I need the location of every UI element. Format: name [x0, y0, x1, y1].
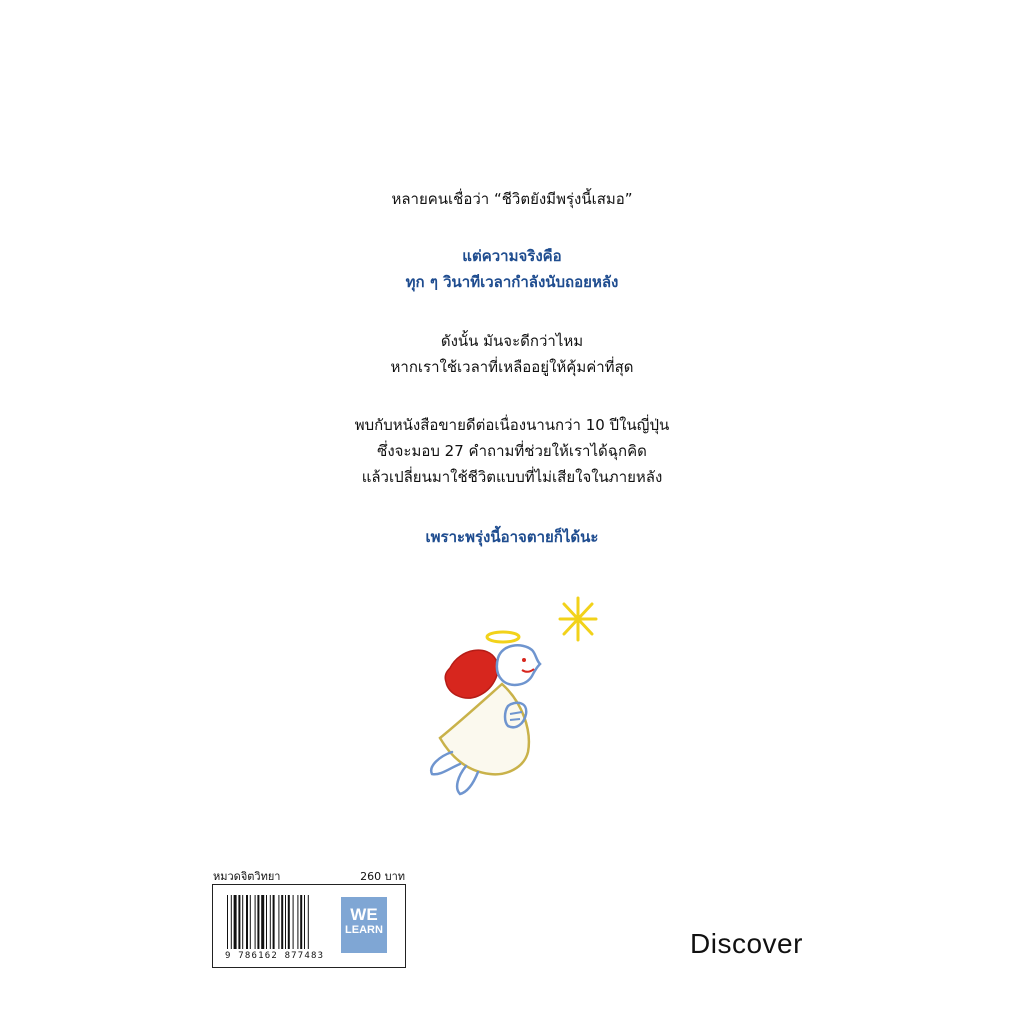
robe-icon	[440, 684, 529, 774]
publisher-name: Discover	[690, 928, 803, 959]
halo-icon	[487, 632, 519, 642]
question-paragraph	[0, 328, 1024, 380]
barcode-header	[212, 866, 406, 884]
closing-paragraph	[0, 524, 1024, 550]
book-category: หมวดจิตวิทยา	[213, 870, 281, 883]
intro-paragraph	[0, 186, 1024, 212]
barcode-panel	[212, 866, 406, 968]
welearn-logo	[341, 897, 387, 953]
welearn-logo-line-2: LEARN	[345, 924, 383, 936]
highlight-line-1: แต่ความจริงคือ	[462, 247, 562, 265]
angel-illustration	[410, 590, 610, 810]
closing-line: เพราะพรุ่งนี้อาจตายก็ได้นะ	[425, 528, 599, 546]
wing-icon	[445, 650, 498, 698]
description-line-2: ซึ่งจะมอบ 27 คำถามที่ช่วยให้เราได้ฉุกคิด	[377, 442, 647, 460]
highlight-line-2: ทุก ๆ วินาทีเวลากำลังนับถอยหลัง	[405, 273, 619, 291]
intro-line: หลายคนเชื่อว่า “ชีวิตยังมีพรุ่งนี้เสมอ”	[391, 190, 633, 208]
description-line-1: พบกับหนังสือขายดีต่อเนื่องนานกว่า 10 ปีในญี่ปุ่น	[354, 416, 670, 434]
barcode-frame	[212, 884, 406, 968]
question-line-1: ดังนั้น มันจะดีกว่าไหม	[440, 332, 584, 350]
welearn-logo-line-1: WE	[350, 905, 378, 924]
description-line-3: แล้วเปลี่ยนมาใช้ชีวิตแบบที่ไม่เสียใจในภายหลัง	[361, 468, 663, 486]
book-price: 260 บาท	[360, 870, 405, 883]
barcode-icon	[227, 895, 331, 949]
star-icon	[560, 598, 596, 640]
head-icon	[497, 645, 540, 685]
isbn-number: 9 786162 877483	[225, 951, 325, 961]
description-paragraph	[0, 412, 1024, 490]
highlight-paragraph	[0, 243, 1024, 295]
question-line-2: หากเราใช้เวลาที่เหลืออยู่ให้คุ้มค่าที่สุด	[390, 358, 634, 376]
publisher-logo	[690, 928, 803, 960]
